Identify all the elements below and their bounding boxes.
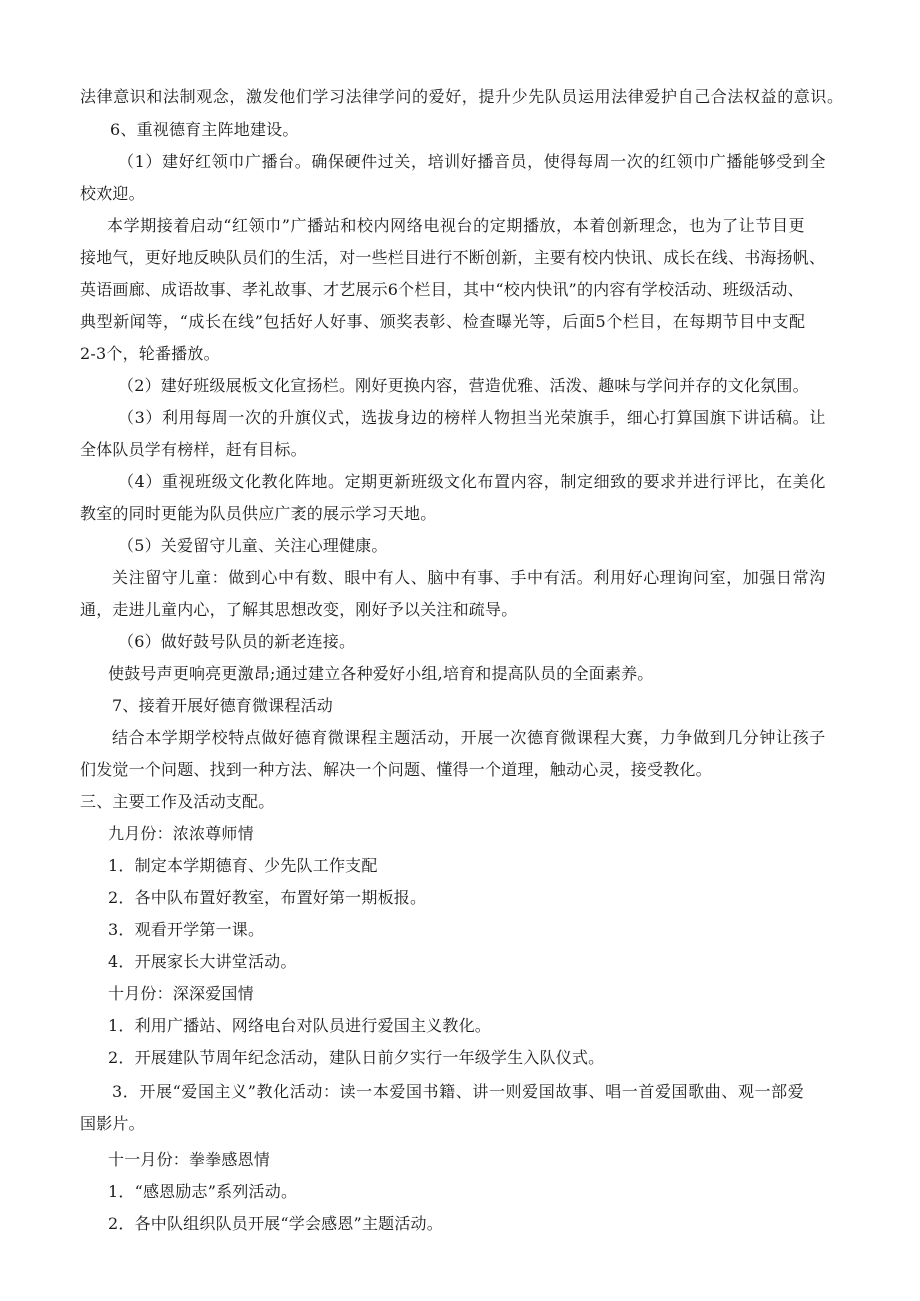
paragraph-line: 通，走进儿童内心，了解其思想改变，刚好予以关注和疏导。 [80,600,518,619]
month-heading: 十一月份：拳拳感恩情 [108,1150,271,1169]
paragraph-line: 本学期接着启动“红领巾”广播站和校内网络电视台的定期播放，本着创新理念，也为了让节目更 [107,216,806,235]
paragraph-line: 国影片。 [80,1114,145,1133]
paragraph-line: （4）重视班级文化教化阵地。定期更新班级文化布置内容，制定细致的要求并进行评比，在美化 [118,472,826,491]
paragraph-line: （6）做好鼓号队员的新老连接。 [118,632,356,651]
list-item: 1．制定本学期德育、少先队工作支配 [108,856,378,875]
list-item: 3．观看开学第一课。 [108,920,265,939]
paragraph-line: （1）建好红领巾广播台。确保硬件过关，培训好播音员，使得每周一次的红领巾广播能够受到全 [118,152,826,171]
list-item: 2．各中队组织队员开展“学会感恩”主题活动。 [108,1214,443,1233]
paragraph-line: 结合本学期学校特点做好德育微课程主题活动，开展一次德育微课程大赛，力争做到几分钟让孩子 [112,728,826,747]
list-item: 1．利用广播站、网络电台对队员进行爱国主义教化。 [108,1016,491,1035]
paragraph-line: 英语画廊、成语故事、孝礼故事、才艺展示6个栏目，其中“校内快讯”的内容有学校活动、班级活动、 [80,280,804,299]
paragraph-line: （5）关爱留守儿童、关注心理健康。 [118,536,388,555]
list-item: 4．开展家长大讲堂活动。 [108,952,297,971]
paragraph-line: 们发觉一个问题、找到一种方法、解决一个问题、懂得一个道理，触动心灵，接受教化。 [80,760,712,779]
paragraph-line: （2）建好班级展板文化宣扬栏。刚好更换内容，营造优雅、活泼、趣味与学问并存的文化氛围。 [118,376,809,395]
month-heading: 九月份：浓浓尊师情 [108,824,254,843]
section-heading: 6、重视德育主阵地建设。 [110,120,299,139]
month-heading: 十月份：深深爱国情 [108,984,254,1003]
paragraph-line: 关注留守儿童：做到心中有数、眼中有人、脑中有事、手中有活。利用好心理询问室，加强日常沟 [112,568,826,587]
paragraph-line: 典型新闻等，“成长在线”包括好人好事、颁奖表彰、检查曝光等，后面5个栏目，在每期节目中支配 [80,312,806,331]
list-item: 2．开展建队节周年纪念活动，建队日前夕实行一年级学生入队仪式。 [108,1048,605,1067]
section-heading: 三、主要工作及活动支配。 [80,792,275,811]
paragraph-line: （3）利用每周一次的升旗仪式，选拔身边的榜样人物担当光荣旗手，细心打算国旗下讲话稿。让 [118,408,826,427]
paragraph-line: 使鼓号声更响亮更激昂;通过建立各种爱好小组,培育和提高队员的全面素养。 [108,664,654,683]
list-item: 2．各中队布置好教室，布置好第一期板报。 [108,888,427,907]
paragraph-line: 接地气，更好地反映队员们的生活，对一些栏目进行不断创新，主要有校内快讯、成长在线、书海扬帆、 [80,248,826,267]
list-item: 3．开展“爱国主义”教化活动：读一本爱国书籍、讲一则爱国故事、唱一首爱国歌曲、观一部爱 [112,1082,805,1101]
list-item: 1．“感恩励志”系列活动。 [108,1182,298,1201]
paragraph-line: 校欢迎。 [80,184,145,203]
paragraph-line: 教室的同时更能为队员供应广袤的展示学习天地。 [80,504,437,523]
paragraph-line: 全体队员学有榜样，赶有目标。 [80,440,307,459]
paragraph-line: 法律意识和法制观念，激发他们学习法律学问的爱好，提升少先队员运用法律爱护自己合法权益的意识。 [80,87,844,106]
paragraph-line: 2-3个，轮番播放。 [80,344,220,363]
section-heading: 7、接着开展好德育微课程活动 [112,696,333,715]
